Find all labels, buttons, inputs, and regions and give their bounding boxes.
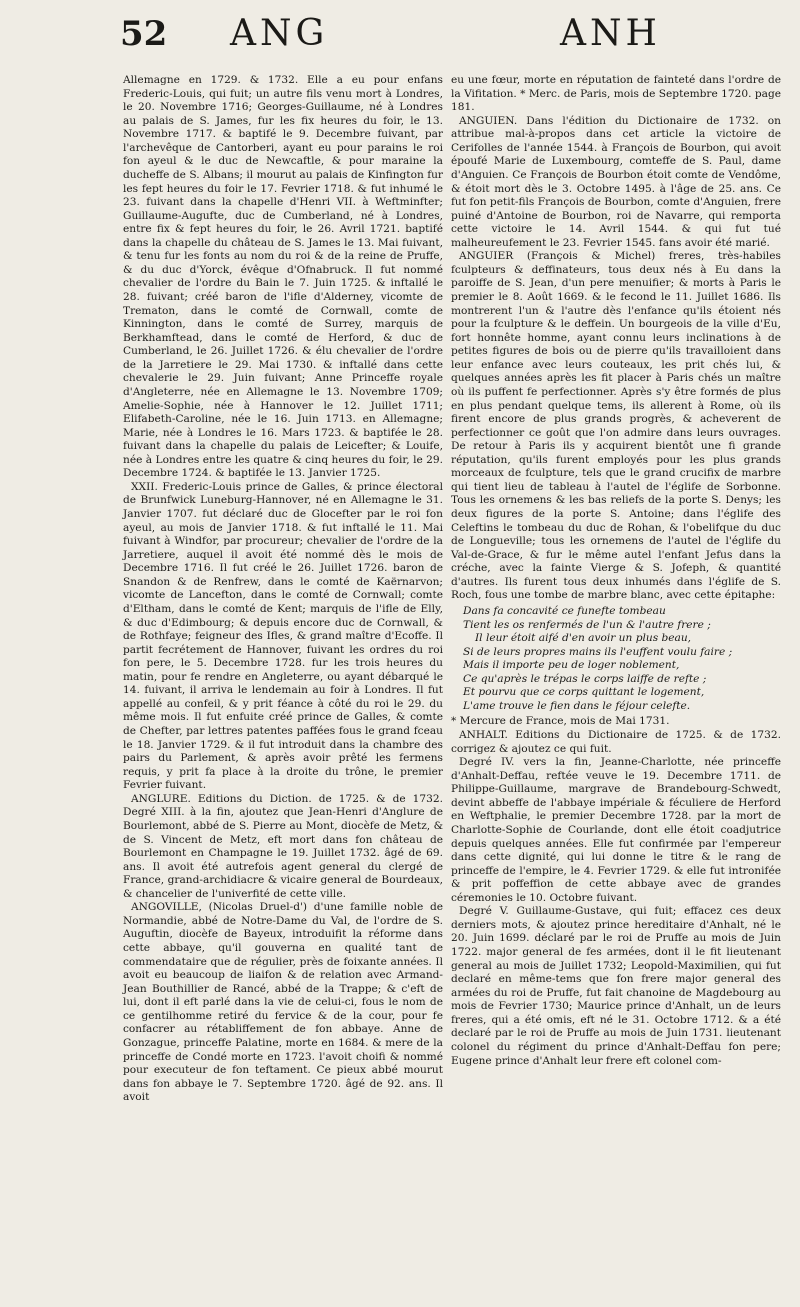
running-head-left: ANG bbox=[230, 13, 329, 54]
epitaph-line: Tient les os renfermés de l'un & l'autre frere ; bbox=[463, 618, 711, 631]
epitaph-line: Si de leurs propres mains ils l'euffent voulu faire ; bbox=[463, 645, 733, 658]
epitaph-line: Mais il importe peu de loger noblement, bbox=[463, 659, 680, 672]
epitaph-line: L'ame trouve le fien dans le féjour celefte. bbox=[463, 699, 691, 712]
epitaph-line: Et pourvu que ce corps quittant le logement, bbox=[463, 686, 705, 699]
entry-paragraph: ANGUIEN. Dans l'édition du Dictionaire de 1732. on attribue mal-à-propos dans cet article la victoire de Cerifolles de l'année 1544. à François de Bourbon, qui avoit époufé Marie de Luxembourg, comteffe de S. Paul, dame d'Anguien. Ce François de Bourbon étoit comte de Vendôme, & étoit mort dès le 3. Octobre 1495. à l'âge de 25. ans. Ce fut fon petit-fils François de Bourbon, comte d'Anguien, frere puiné d'Antoine de Bourbon, roi de Navarre, qui remporta cette victoire le 14. Avril 1544. & qui fut tué malheureufement le 23. Fevrier 1545. fans avoir été marié. bbox=[451, 114, 781, 249]
epitaph-line: Il leur étoit aifé d'en avoir un plus beau, bbox=[475, 632, 692, 645]
entry-paragraph: eu une fœur, morte en réputation de fainteté dans l'ordre de la Vifitation. * Merc. de Paris, mois de Septembre 1720. page 181. bbox=[451, 74, 781, 114]
right-column bbox=[451, 74, 781, 1068]
epitaph bbox=[463, 605, 781, 714]
epitaph-line: Dans fa concavité ce funefte tombeau bbox=[463, 604, 666, 617]
entry-paragraph: ANGUIER (François & Michel) freres, très-habiles fculpteurs & deffinateurs, tous deux nés à Eu dans la paroiffe de S. Jean, d'un pere menuifier; & morts à Paris le premier le 8. Août 1669. & le fecond le 11. Juillet 1686. Ils montrerent l'un & l'autre dès l'enfance qu'ils étoient nés pour la fculpture & le deffein. Un bourgeois de la ville d'Eu, fort honnête homme, ayant connu leurs inclinations à de petites figures de bois ou de pierre qu'ils travailloient dans leur enfance avec leurs couteaux, les prit chés lui, & quelques années après les fit placer à Paris chés un maître où ils puffent fe perfectionner. Après s'y être formés de plus en plus pendant quelque tems, ils allerent à Rome, où ils firent encore de plus grands progrès, & acheverent de perfectionner ce goût que l'on admire dans leurs ouvrages. De retour à Paris ils y acquirent bientôt une fi grande réputation, qu'ils furent employés pour les plus grands morceaux de fculpture, tels que le grand crucifix de marbre qui tient lieu de tableau à l'autel de l'églife de Sorbonne. Tous les ornemens & les bas reliefs de la porte S. Denys; les deux figures de la porte S. Antoine; dans l'églife des Celeftins le tombeau du duc de Rohan, & l'obelifque du duc de Longueville; tous les ornemens de l'autel de l'églife du Val-de-Grace, & fur le même autel l'enfant Jefus dans la créche, avec la fainte Vierge & S. Jofeph, & quantité d'autres. Ils furent tous deux inhumés dans l'églife de S. Roch, fous une tombe de marbre blanc, avec cette épitaphe: bbox=[451, 250, 781, 602]
citation: * Mercure de France, mois de Mai 1731. bbox=[451, 715, 670, 728]
left-column bbox=[123, 74, 443, 1105]
entry-paragraph: ANGOVILLE, (Nicolas Druel-d') d'une famille noble de Normandie, abbé de Notre-Dame du Val, de l'ordre de S. Auguftin, diocèfe de Bayeux, introduifit la réforme dans cette abbaye, qu'il gouverna en qualité tant de commendataire que de régulier, près de foixante années. Il avoit eu beaucoup de liaifon & de relation avec Armand-Jean Bouthillier de Rancé, abbé de la Trappe; & c'eft de lui, dont il eft parlé dans la vie de celui-ci, fous le nom de ce gentilhomme retiré du fervice & de la cour, pour fe confacrer au rétabliffement de fon abbaye. Anne de Gonzague, princeffe Palatine, morte en 1684. & mere de la princeffe de Condé morte en 1723. l'avoit choifi & nommé pour executeur de fon teftament. Ce pieux abbé mourut dans fon abbaye le 7. Septembre 1720. âgé de 92. ans. Il avoit bbox=[123, 901, 443, 1104]
page-number: 52 bbox=[120, 14, 168, 54]
entry-paragraph: Degré IV. vers la fin, Jeanne-Charlotte, née princeffe d'Anhalt-Deffau, reftée veuve le 19. Decembre 1711. de Philippe-Guillaume, margrave de Brandebourg-Schwedt, devint abbeffe de l'abbaye impériale & féculiere de Herford en Weftphalie, le premier Decembre 1728. par la mort de Charlotte-Sophie de Courlande, dont elle étoit coadjutrice depuis quelques années. Elle fut confirmée par l'empereur dans cette dignité, qui lui donne le titre & le rang de princeffe de l'empire, le 4. Fevrier 1729. & elle fut intronifée & prit poffeffion de cette abbaye avec de grandes céremonies le 10. Octobre fuivant. bbox=[451, 756, 781, 904]
epitaph-line: Ce qu'après le trépas le corps laiffe de refte ; bbox=[463, 672, 707, 685]
entry-paragraph: XXII. Frederic-Louis prince de Galles, & prince électoral de Brunfwick Luneburg-Hannover, né en Allemagne le 31. Janvier 1707. fut déclaré duc de Glocefter par le roi fon ayeul, au mois de Janvier 1718. & fut inftallé le 11. Mai fuivant à Windfor, par procureur; chevalier de l'ordre de la Jarretiere, auquel il avoit été nommé dès le mois de Decembre 1716. Il fut créé le 26. Juillet 1726. baron de Snandon & de Renfrew, dans le comté de Kaërnarvon; vicomte de Lancefton, dans le comté de Cornwall; comte d'Eltham, dans le comté de Kent; marquis de l'ifle de Elly, & duc d'Edimbourg; & depuis encore duc de Cornwall, & de Rothfaye; feigneur des Ifles, & grand maître d'Ecoffe. Il partit fecrétement de Hannover, fuivant les ordres du roi fon pere, le 5. Decembre 1728. fur les trois heures du matin, pour fe rendre en Angleterre, ou ayant débarqué le 14. fuivant, il arriva le lendemain au foir à Londres. Il fut appellé au confeil, & y prit féance à côté du roi le 29. du même mois. Il fut enfuite créé prince de Galles, & comte de Chefter, par lettres patentes paffées fous le grand fceau le 18. Janvier 1729. & il fut introduit dans la chambre des pairs du Parlement, & après avoir prêté les fermens requis, y prit fa place à la droite du trône, le premier Fevrier fuivant. bbox=[123, 480, 443, 792]
entry-paragraph: Degré V. Guillaume-Gustave, qui fuit; effacez ces deux derniers mots, & ajoutez prince hereditaire d'Anhalt, né le 20. Juin 1699. déclaré par le roi de Pruffe au mois de Juin 1722. major general de fes armées, dont il le fit lieutenant general au mois de Juillet 1732; Leopold-Maximilien, qui fut declaré en même-tems que fon frere major general des armées du roi de Pruffe, fut fait chanoine de Magdebourg au mois de Fevrier 1730; Maurice prince d'Anhalt, un de leurs freres, qui a été omis, eft né le 31. Octobre 1712. & a été declaré par le roi de Pruffe au mois de Juin 1731. lieutenant colonel du régiment du prince d'Anhalt-Deffau fon pere; Eugene prince d'Anhalt leur frere eft colonel com- bbox=[451, 905, 781, 1067]
entry-paragraph: ANGLURE. Editions du Diction. de 1725. & de 1732. Degré XIII. à la fin, ajoutez que Jean-Henri d'Anglure de Bourlemont, abbé de S. Pierre au Mont, diocèfe de Metz, & de S. Vincent de Metz, eft mort dans fon château de Bourlemont en Champagne le 19. Juillet 1732. âgé de 69. ans. Il avoit été autrefois agent general du clergé de France, grand-archidiacre & vicaire general de Bourdeaux, & chancelier de l'univerfité de cette ville. bbox=[123, 792, 443, 900]
entry-paragraph: Allemagne en 1729. & 1732. Elle a eu pour enfans Frederic-Louis, qui fuit; un autre fils venu mort à Londres, le 20. Novembre 1716; Georges-Guillaume, né à Londres au palais de S. James, fur les fix heures du foir, le 13. Novembre 1717. & baptifé le 9. Decembre fuivant, par l'archevêque de Cantorberi, ayant eu pour parains le roi fon ayeul & le duc de Newcaftle, & pour maraine la ducheffe de S. Albans; il mourut au palais de Kinfington fur les fept heures du foir le 17. Fevrier 1718. & fut inhumé le 23. fuivant dans la chapelle d'Henri VII. à Weftminfter; Guillaume-Augufte, duc de Cumberland, né à Londres, entre fix & fept heures du foir, le 26. Avril 1721. baptifé dans la chapelle du château de S. James le 13. Mai fuivant, & tenu fur les fonts au nom du roi & de la reine de Pruffe, & du duc d'Yorck, évêque d'Ofnabruck. Il fut nommé chevalier de l'ordre du Bain le 7. Juin 1725. & inftallé le 28. fuivant; créé baron de l'ifle d'Alderney, vicomte de Trematon, dans le comté de Cornwall, comte de Kinnington, dans le comté de Surrey, marquis de Berkhamftead, dans le comté de Herford, & duc de Cumberland, le 26. Juillet 1726. & élu chevalier de l'ordre de la Jarretiere le 29. Mai 1730. & inftallé dans cette chevalerie le 29. Juin fuivant; Anne Princeffe royale d'Angleterre, née en Allemagne le 13. Novembre 1709; Amelie-Sophie, née à Hannover le 12. Juillet 1711; Elifabeth-Caroline, née le 16. Juin 1713. en Allemagne; Marie, née à Londres le 16. Mars 1723. & baptifée le 28. fuivant dans la chapelle du palais de Leicefter; & Louife, née à Londres entre les quatre & cinq heures du foir, le 29. Decembre 1724. & baptifée le 13. Janvier 1725. bbox=[123, 74, 443, 480]
running-head-right: ANH bbox=[560, 13, 661, 54]
entry-paragraph: ANHALT. Editions du Dictionaire de 1725. & de 1732. corrigez & ajoutez ce qui fuit. bbox=[451, 729, 781, 755]
